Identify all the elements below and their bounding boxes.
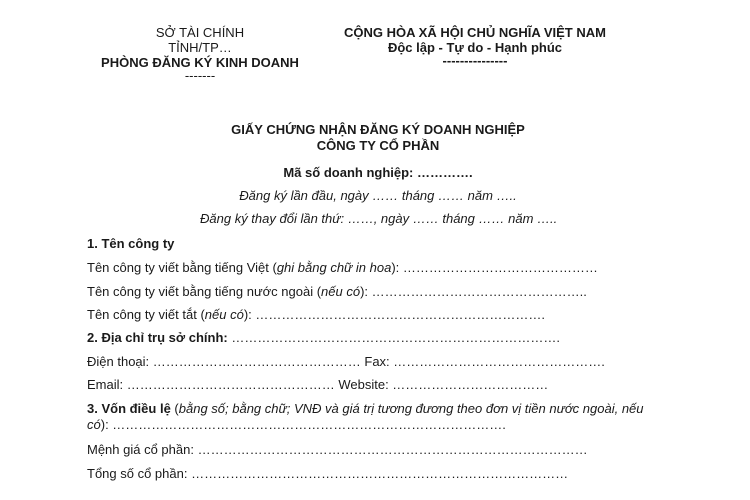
header-right-dashes: --------------- xyxy=(442,53,508,68)
national-motto: Độc lập - Tự do - Hạnh phúc xyxy=(387,40,563,55)
header-right xyxy=(330,25,620,67)
total-shares-line: Tổng số cổ phần: …………………………………………………………………………… xyxy=(87,466,569,481)
header-left xyxy=(80,25,320,82)
company-name-vn-line: Tên công ty viết bằng tiếng Việt (ghi bằng chữ in hoa): ……………………………………… xyxy=(87,260,598,275)
tax-code: Mã số doanh nghiệp: …………. xyxy=(283,165,473,180)
company-name-foreign-line: Tên công ty viết bằng tiếng nước ngoài (nếu có): ………………………………………….. xyxy=(87,284,587,299)
office-name: PHÒNG ĐĂNG KÝ KINH DOANH xyxy=(101,55,299,70)
section3-heading: 3. Vốn điều lệ (bằng số; bằng chữ; VNĐ và giá trị tương đương theo đơn vị tiền nước ngoài, nếu có): ………………………………………………………………………………. xyxy=(87,401,644,432)
phone-fax-line: Điện thoại: ………………………………………… Fax: …………………………………………. xyxy=(87,354,605,369)
document-subtitle: CÔNG TY CỔ PHẦN xyxy=(316,138,440,153)
section1-heading: 1. Tên công ty xyxy=(87,236,175,251)
company-name-short-line: Tên công ty viết tắt (nếu có): …………………………………………………………. xyxy=(87,307,545,322)
section2-heading: 2. Địa chỉ trụ sở chính: …………………………………………………………………. xyxy=(87,330,560,345)
email-website-line: Email: ………………………………………… Website: ……………………………… xyxy=(87,377,549,392)
national-title: CỘNG HÒA XÃ HỘI CHỦ NGHĨA VIỆT NAM xyxy=(344,25,606,40)
document-title: GIẤY CHỨNG NHẬN ĐĂNG KÝ DOANH NGHIỆP xyxy=(231,122,525,137)
first-registration-date: Đăng ký lần đầu, ngày …… tháng …… năm ….. xyxy=(239,188,517,203)
par-value-line: Mệnh giá cổ phần: ……………………………………………………………………………… xyxy=(87,442,588,457)
header-left-dashes: ------- xyxy=(184,68,216,83)
change-registration-date: Đăng ký thay đổi lần thứ: ……, ngày …… tháng …… năm ….. xyxy=(200,211,558,226)
ministry-name: SỞ TÀI CHÍNH xyxy=(155,25,245,40)
province-name: TỈNH/TP… xyxy=(168,40,232,55)
